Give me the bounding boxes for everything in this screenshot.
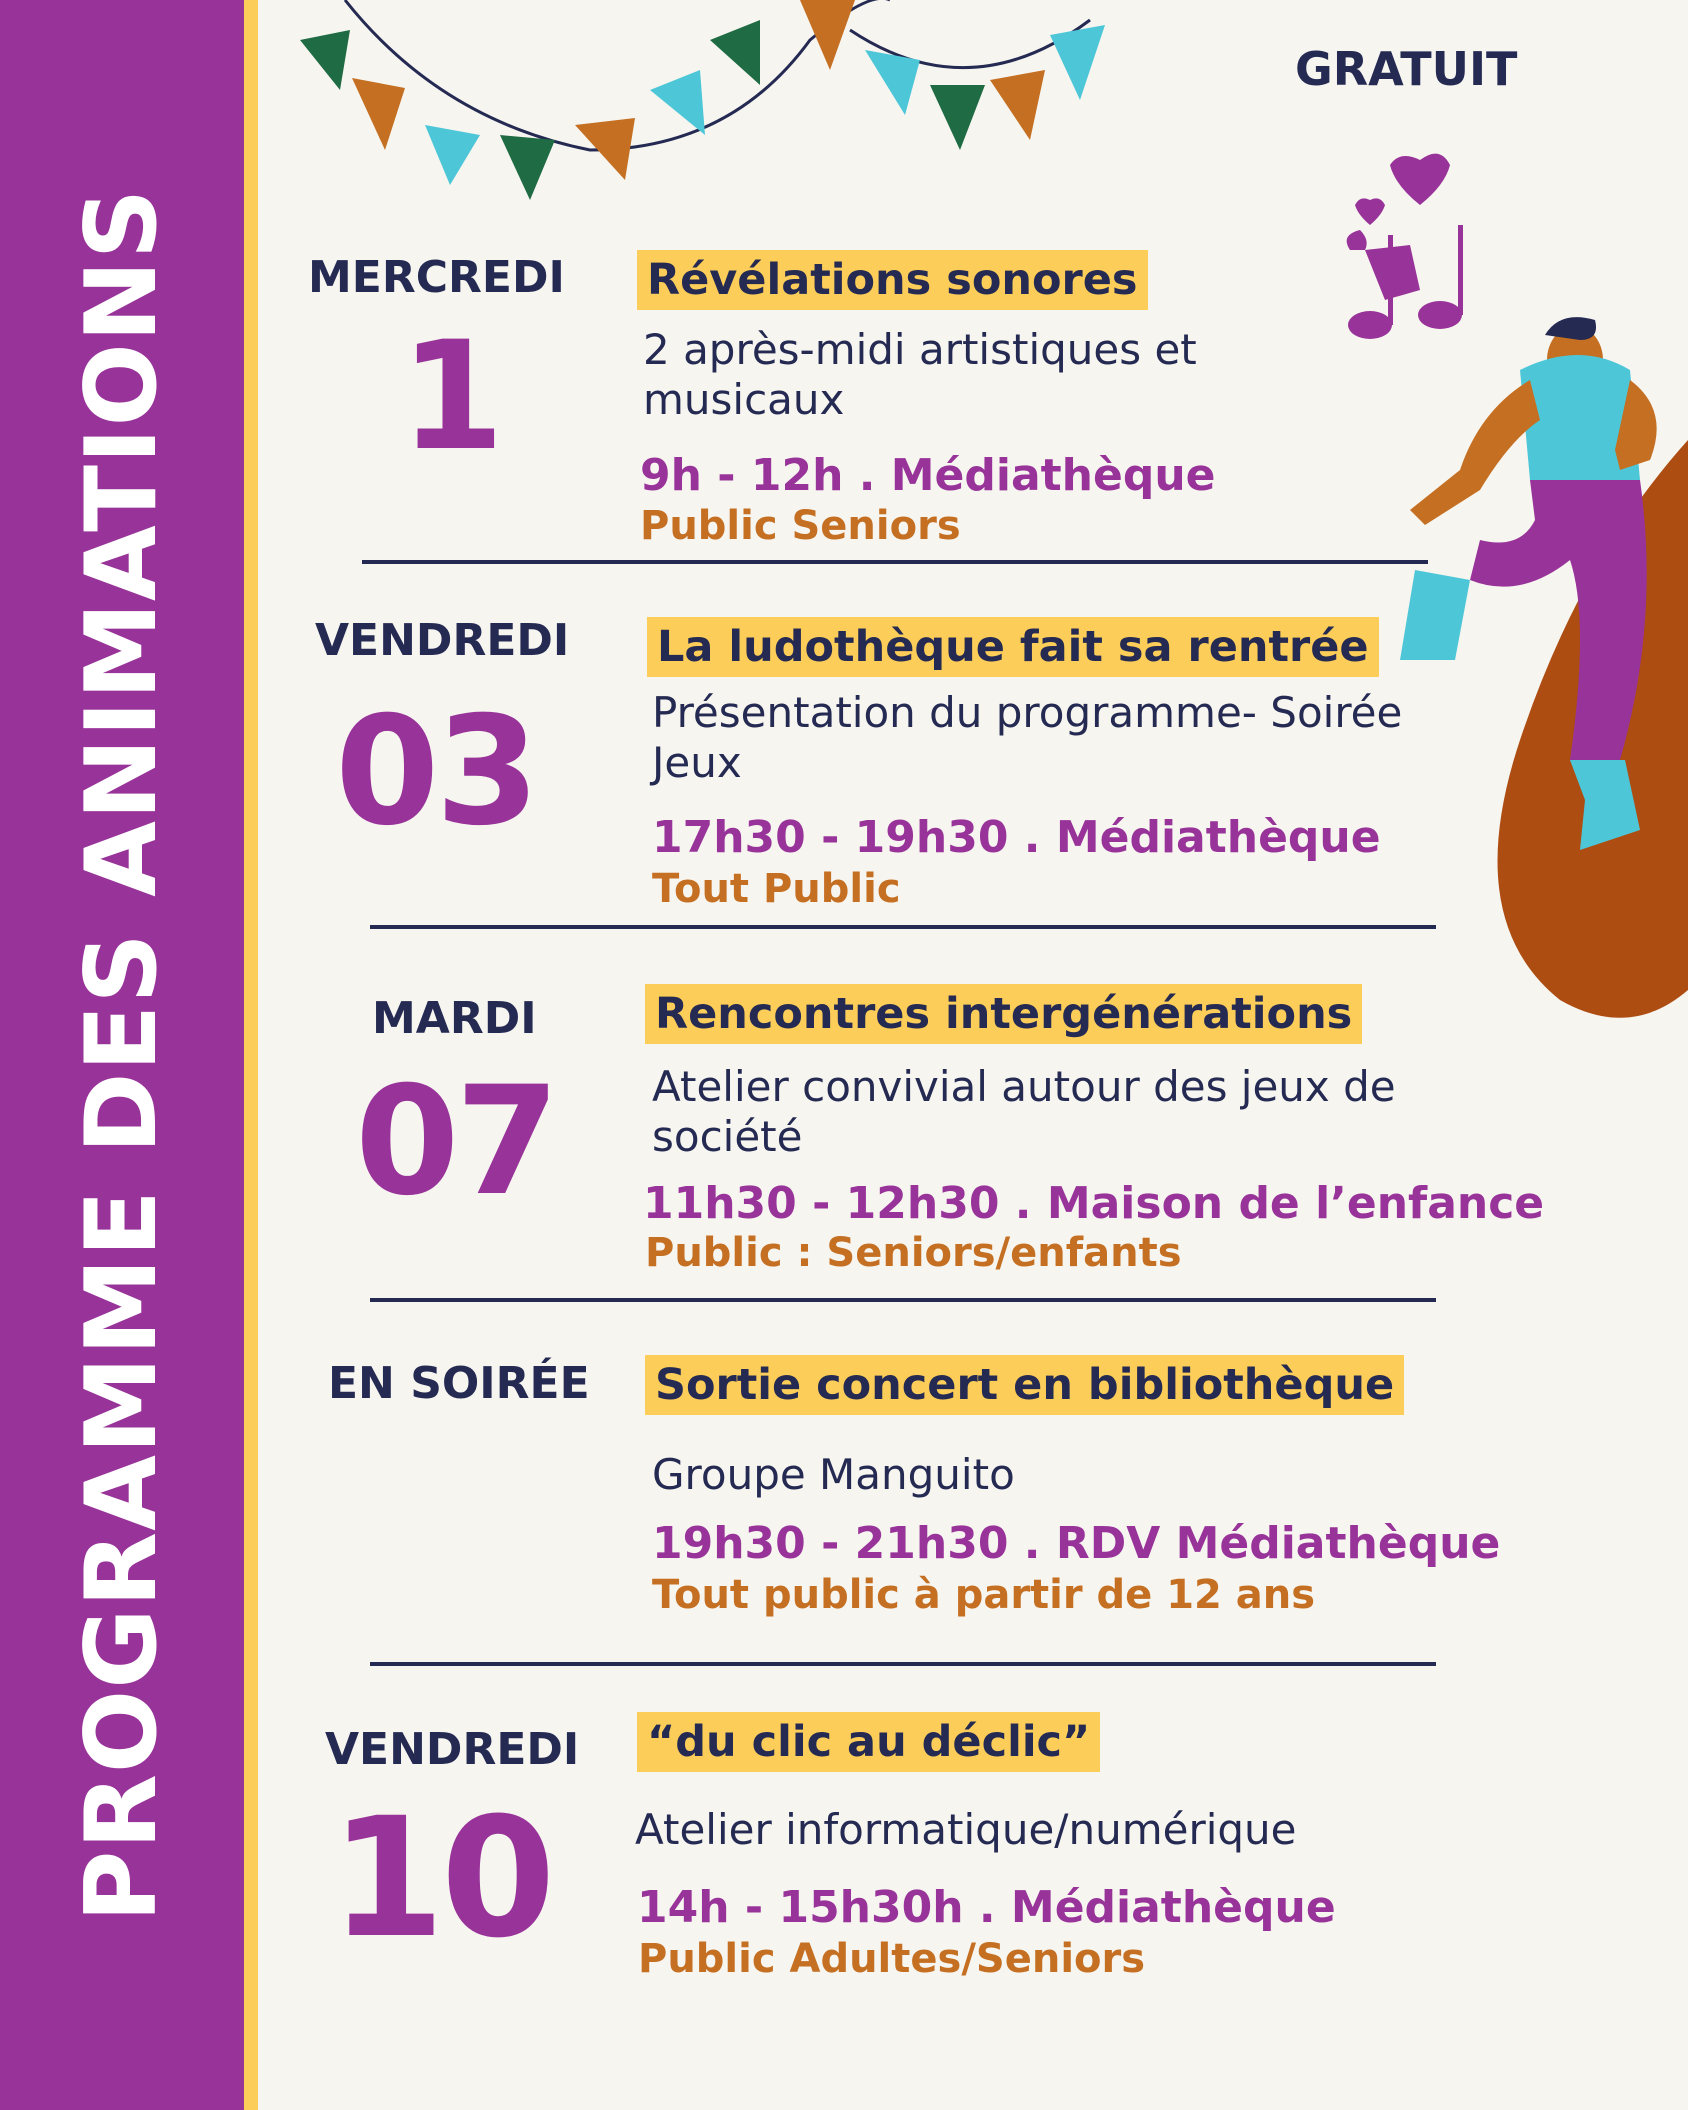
section-divider: [370, 1662, 1436, 1666]
section-divider: [362, 560, 1428, 564]
event-description: Atelier informatique/numérique: [635, 1805, 1297, 1854]
event-time-location: 19h30 - 21h30 . RDV Médiathèque: [652, 1518, 1501, 1569]
event-date: 10: [330, 1782, 552, 1974]
free-label: GRATUIT: [1295, 42, 1518, 96]
event-title: Sortie concert en bibliothèque: [645, 1355, 1404, 1415]
event-day: VENDREDI: [315, 615, 570, 666]
event-time-location: 14h - 15h30h . Médiathèque: [637, 1882, 1336, 1933]
event-audience: Tout public à partir de 12 ans: [652, 1572, 1316, 1618]
event-title: La ludothèque fait sa rentrée: [647, 617, 1379, 677]
event-date: 07: [355, 1055, 556, 1229]
event-title: “du clic au déclic”: [637, 1712, 1100, 1772]
event-description: Présentation du programme- Soirée Jeux: [652, 688, 1403, 787]
dancing-man-illustration-icon: [1330, 140, 1688, 1060]
bunting-garland-icon: [290, 0, 1170, 210]
event-description: Groupe Manguito: [652, 1450, 1015, 1499]
event-day: EN SOIRÉE: [328, 1358, 590, 1409]
event-day: MERCREDI: [308, 252, 565, 303]
sidebar-title: PROGRAMME DES ANIMATIONS: [65, 187, 179, 1923]
event-date: 03: [335, 685, 536, 859]
event-time-location: 17h30 - 19h30 . Médiathèque: [652, 812, 1381, 863]
sidebar-band: [0, 0, 244, 2110]
event-description: Atelier convivial autour des jeux de société: [652, 1062, 1396, 1161]
event-title: Rencontres intergénérations: [645, 984, 1362, 1044]
event-day: MARDI: [372, 993, 537, 1044]
event-audience: Public Seniors: [640, 503, 961, 549]
event-title: Révélations sonores: [637, 250, 1148, 310]
event-description: 2 après-midi artistiques et musicaux: [643, 325, 1197, 424]
event-time-location: 11h30 - 12h30 . Maison de l’enfance: [643, 1178, 1545, 1229]
sidebar-accent-stripe: [244, 0, 258, 2110]
section-divider: [370, 925, 1436, 929]
event-audience: Public Adultes/Seniors: [638, 1936, 1146, 1982]
section-divider: [370, 1298, 1436, 1302]
event-audience: Public : Seniors/enfants: [645, 1230, 1182, 1276]
event-audience: Tout Public: [652, 866, 901, 912]
event-date: 1: [400, 310, 501, 484]
event-time-location: 9h - 12h . Médiathèque: [640, 450, 1216, 501]
event-day: VENDREDI: [325, 1724, 580, 1775]
